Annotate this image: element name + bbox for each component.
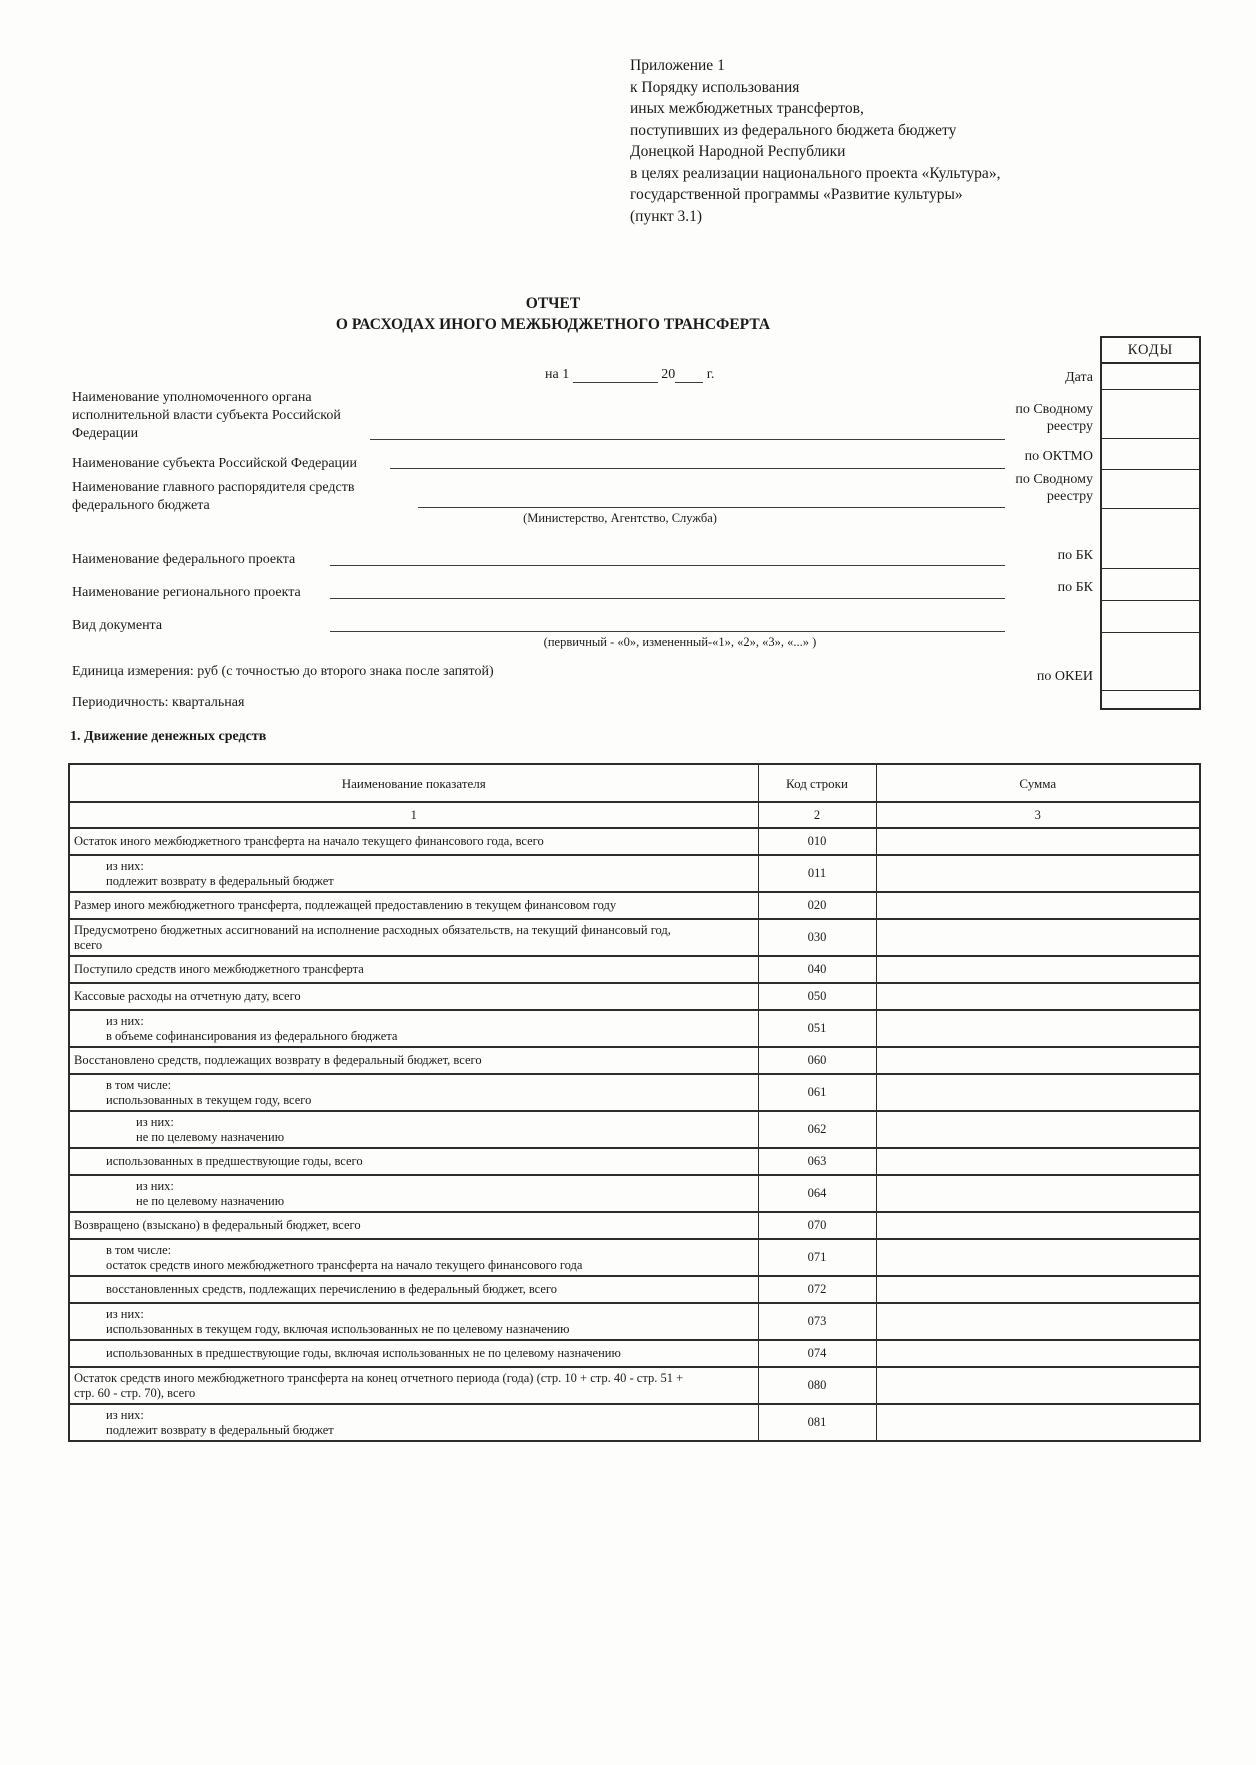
indicator-cell: Предусмотрено бюджетных ассигнований на исполнение расходных обязательств, на текущий финансовый год, всего: [69, 919, 758, 956]
table-row: [69, 1010, 1200, 1047]
table-row: [69, 1212, 1200, 1239]
codes-header: КОДЫ: [1102, 338, 1199, 364]
table-row: [69, 1340, 1200, 1367]
sum-cell: [876, 1074, 1200, 1111]
line-code-cell: 062: [758, 1111, 876, 1148]
indicator-cell: Возвращено (взыскано) в федеральный бюджет, всего: [69, 1212, 758, 1239]
sum-cell: [876, 1340, 1200, 1367]
line-code-cell: 072: [758, 1276, 876, 1303]
appendix-line: иных межбюджетных трансфертов,: [630, 100, 864, 117]
codes-box: [1100, 336, 1201, 710]
sum-cell: [876, 1111, 1200, 1148]
field-caption-ministry-agency-service: (Министерство, Агентство, Служба): [523, 511, 717, 525]
table-row: [69, 1175, 1200, 1212]
line-code-cell: 070: [758, 1212, 876, 1239]
table-header-row: [69, 764, 1200, 802]
codes-cell-svodny-reestr-1: [1102, 390, 1199, 439]
field-underline-regional-project: [330, 597, 1005, 599]
column-header-sum: Сумма: [876, 764, 1200, 802]
column-number: 3: [876, 802, 1200, 828]
sum-cell: [876, 1239, 1200, 1276]
table-row: [69, 1148, 1200, 1175]
codes-label-oktmo: по ОКТМО: [1024, 449, 1093, 464]
report-title-line2: О РАСХОДАХ ИНОГО МЕЖБЮДЖЕТНОГО ТРАНСФЕРТА: [335, 316, 771, 333]
indicator-cell: Поступило средств иного межбюджетного трансферта: [69, 956, 758, 983]
sum-cell: [876, 1175, 1200, 1212]
appendix-line: Донецкой Народной Республики: [630, 143, 846, 160]
line-code-cell: 063: [758, 1148, 876, 1175]
field-underline-document-type: [330, 630, 1005, 632]
indicator-cell: из них: использованных в текущем году, включая использованных не по целевому назначению: [69, 1303, 758, 1340]
table-row: [69, 828, 1200, 855]
codes-cell-oktmo: [1102, 439, 1199, 470]
indicator-cell: восстановленных средств, подлежащих перечислению в федеральный бюджет, всего: [69, 1276, 758, 1303]
table-row: [69, 892, 1200, 919]
field-label-federal-project: Наименование федерального проекта: [72, 552, 296, 567]
table-row: [69, 983, 1200, 1010]
table-row: [69, 1303, 1200, 1340]
codes-cell-empty-1: [1102, 601, 1199, 633]
column-number: 2: [758, 802, 876, 828]
table-row: [69, 1239, 1200, 1276]
sum-cell: [876, 1367, 1200, 1404]
table-row: [69, 1404, 1200, 1441]
line-code-cell: 080: [758, 1367, 876, 1404]
line-code-cell: 064: [758, 1175, 876, 1212]
table-row: [69, 1367, 1200, 1404]
codes-cell-bk-2: [1102, 569, 1199, 601]
table-row: [69, 919, 1200, 956]
codes-label-bk-1: по БК: [1057, 548, 1093, 563]
codes-label-svodny-reestr-2: по Сводному реестру: [1015, 472, 1093, 504]
date-year-prefix: 20: [661, 367, 676, 382]
periodicity-line: Периодичность: квартальная: [72, 695, 245, 710]
table-row: [69, 1047, 1200, 1074]
report-date-line: [545, 367, 714, 383]
table-row: [69, 1074, 1200, 1111]
sum-cell: [876, 1303, 1200, 1340]
appendix-block: [630, 55, 1100, 227]
sum-cell: [876, 828, 1200, 855]
field-label-subject-rf: Наименование субъекта Российской Федерации: [72, 456, 358, 471]
column-header-indicator: Наименование показателя: [69, 764, 758, 802]
line-code-cell: 051: [758, 1010, 876, 1047]
table-row: [69, 1276, 1200, 1303]
indicator-cell: в том числе: остаток средств иного межбюджетного трансферта на начало текущего финансового года: [69, 1239, 758, 1276]
section-heading: 1. Движение денежных средств: [70, 729, 267, 744]
table-row: [69, 956, 1200, 983]
units-line: Единица измерения: руб (с точностью до второго знака после запятой): [72, 664, 494, 679]
line-code-cell: 040: [758, 956, 876, 983]
date-prefix: на 1: [545, 367, 570, 382]
column-header-line-code: Код строки: [758, 764, 876, 802]
indicator-cell: в том числе: использованных в текущем году, всего: [69, 1074, 758, 1111]
sum-cell: [876, 919, 1200, 956]
indicator-cell: из них: подлежит возврату в федеральный бюджет: [69, 1404, 758, 1441]
field-caption-document-type: (первичный - «0», измененный-«1», «2», «3», «...» ): [543, 635, 817, 649]
table-row: [69, 855, 1200, 892]
field-underline-chief-administrator: [418, 506, 1005, 508]
appendix-line: к Порядку использования: [630, 78, 800, 96]
field-underline-authorized-body: [370, 438, 1005, 440]
line-code-cell: 050: [758, 983, 876, 1010]
codes-label-svodny-reestr-1: по Сводному реестру: [1015, 402, 1093, 434]
indicator-cell: из них: подлежит возврату в федеральный бюджет: [69, 855, 758, 892]
codes-label-okei: по ОКЕИ: [1036, 669, 1093, 684]
date-blank: [573, 368, 658, 383]
table-row: [69, 1111, 1200, 1148]
sum-cell: [876, 1276, 1200, 1303]
column-number-row: [69, 802, 1200, 828]
indicator-cell: из них: не по целевому назначению: [69, 1175, 758, 1212]
indicator-cell: из них: в объеме софинансирования из федерального бюджета: [69, 1010, 758, 1047]
appendix-line: Приложение 1: [630, 57, 725, 74]
appendix-line: поступивших из федерального бюджета бюджету: [630, 121, 957, 139]
line-code-cell: 071: [758, 1239, 876, 1276]
column-number: 1: [69, 802, 758, 828]
line-code-cell: 061: [758, 1074, 876, 1111]
line-code-cell: 010: [758, 828, 876, 855]
sum-cell: [876, 1010, 1200, 1047]
field-underline-federal-project: [330, 564, 1005, 566]
sum-cell: [876, 855, 1200, 892]
sum-cell: [876, 1047, 1200, 1074]
codes-cell-okei: [1102, 633, 1199, 691]
line-code-cell: 011: [758, 855, 876, 892]
indicator-cell: Остаток иного межбюджетного трансферта на начало текущего финансового года, всего: [69, 828, 758, 855]
cash-flow-table: [68, 763, 1201, 1442]
indicator-cell: Остаток средств иного межбюджетного трансферта на конец отчетного периода (года) (стр. 10 + стр. 40 - стр. 51 + стр. 60 - стр. 70), всего: [69, 1367, 758, 1404]
line-code-cell: 074: [758, 1340, 876, 1367]
field-label-chief-administrator: Наименование главного распорядителя средств федерального бюджета: [72, 480, 355, 513]
indicator-cell: использованных в предшествующие годы, всего: [69, 1148, 758, 1175]
sum-cell: [876, 1404, 1200, 1441]
year-blank: [675, 368, 703, 383]
sum-cell: [876, 1148, 1200, 1175]
indicator-cell: Восстановлено средств, подлежащих возврату в федеральный бюджет, всего: [69, 1047, 758, 1074]
field-underline-subject-rf: [390, 467, 1005, 469]
indicator-cell: использованных в предшествующие годы, включая использованных не по целевому назначению: [69, 1340, 758, 1367]
codes-cell-bk-1: [1102, 509, 1199, 569]
appendix-line: в целях реализации национального проекта «Культура»,: [630, 164, 1001, 182]
sum-cell: [876, 956, 1200, 983]
line-code-cell: 030: [758, 919, 876, 956]
codes-cell-svodny-reestr-2: [1102, 470, 1199, 509]
sum-cell: [876, 892, 1200, 919]
indicator-cell: Кассовые расходы на отчетную дату, всего: [69, 983, 758, 1010]
line-code-cell: 081: [758, 1404, 876, 1441]
sum-cell: [876, 983, 1200, 1010]
indicator-cell: Размер иного межбюджетного трансферта, подлежащей предоставлению в текущем финансовом году: [69, 892, 758, 919]
line-code-cell: 060: [758, 1047, 876, 1074]
codes-label-date: Дата: [1065, 370, 1093, 385]
appendix-line: государственной программы «Развитие культуры»: [630, 186, 963, 203]
field-label-authorized-body: Наименование уполномоченного органа исполнительной власти субъекта Российской Федерации: [72, 390, 341, 441]
appendix-line: (пункт 3.1): [630, 207, 703, 225]
field-label-regional-project: Наименование регионального проекта: [72, 585, 301, 600]
codes-cell-date: [1102, 364, 1199, 390]
line-code-cell: 020: [758, 892, 876, 919]
codes-label-bk-2: по БК: [1057, 580, 1093, 595]
line-code-cell: 073: [758, 1303, 876, 1340]
codes-cell-empty-2: [1102, 691, 1199, 708]
report-title-line1: ОТЧЕТ: [525, 295, 581, 312]
field-label-document-type: Вид документа: [72, 618, 163, 633]
report-title: [68, 293, 1038, 335]
indicator-cell: из них: не по целевому назначению: [69, 1111, 758, 1148]
sum-cell: [876, 1212, 1200, 1239]
date-suffix: г.: [706, 367, 715, 382]
